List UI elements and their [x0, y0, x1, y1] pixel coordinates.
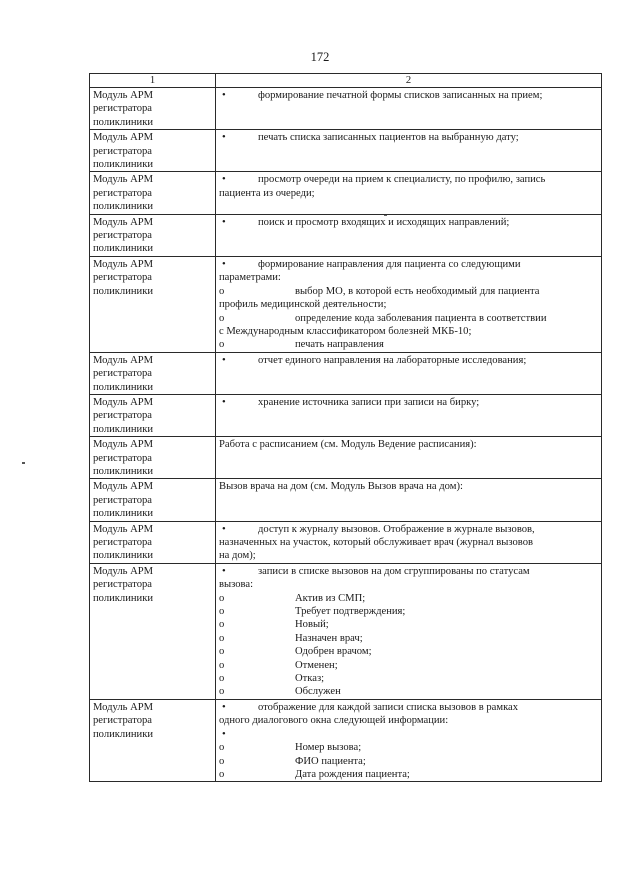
description-cell	[216, 214, 602, 256]
scan-speck	[22, 462, 25, 464]
list-item	[219, 258, 598, 271]
list-item-continuation: пациента из очереди;	[219, 187, 315, 199]
module-name-line: Модуль АРМ	[93, 132, 154, 144]
module-cell	[90, 437, 216, 479]
list-item-text: просмотр очереди на прием к специалисту, по профилю, запись	[258, 174, 546, 186]
description-cell	[216, 563, 602, 699]
bullet-marker: •	[222, 396, 226, 408]
list-item-text: выбор МО, в которой есть необходимый для пациента	[295, 285, 540, 297]
table-row	[90, 521, 602, 563]
module-name-line: регистратора	[93, 272, 152, 284]
list-item-text: Дата рождения пациента;	[295, 768, 410, 780]
module-name-line: поликлиники	[93, 381, 154, 393]
module-name-line: регистратора	[93, 410, 152, 422]
module-name-line: Модуль АРМ	[93, 90, 154, 101]
module-cell	[90, 130, 216, 172]
list-item-text: формирование печатной формы списков записанных на прием;	[258, 90, 543, 101]
module-cell	[90, 256, 216, 352]
module-name-line: поликлиники	[93, 201, 154, 213]
list-item	[219, 216, 598, 229]
list-item-text: печать направления	[295, 339, 384, 351]
module-name-line: регистратора	[93, 187, 152, 199]
list-item	[219, 618, 598, 631]
list-item-text: Одобрен врачом;	[295, 646, 372, 658]
list-item	[219, 565, 598, 578]
module-name-line: регистратора	[93, 230, 152, 242]
module-name-line: поликлиники	[93, 508, 154, 520]
list-item-text: записи в списке вызовов на дом сгруппированы по статусам	[258, 565, 530, 577]
list-item-text: доступ к журналу вызовов. Отображение в журнале вызовов,	[258, 523, 535, 535]
list-item	[219, 741, 598, 754]
module-name-line: регистратора	[93, 368, 152, 380]
list-item-text: Обслужен	[295, 686, 341, 698]
table-row	[90, 699, 602, 781]
bullet-marker: •	[222, 728, 226, 740]
module-cell	[90, 88, 216, 130]
description-cell	[216, 352, 602, 394]
module-name-line: поликлиники	[93, 285, 154, 297]
list-item-text: ФИО пациента;	[295, 755, 366, 767]
table-row	[90, 172, 602, 214]
list-item	[219, 173, 598, 186]
list-item	[219, 338, 598, 351]
list-item	[219, 592, 598, 605]
list-item	[219, 685, 598, 698]
list-item	[219, 131, 598, 144]
list-item-text: формирование направления для пациента со следующими	[258, 258, 521, 270]
list-item-text: Актив из СМП;	[295, 592, 366, 604]
list-item-continuation: профиль медицинской деятельности;	[219, 299, 387, 311]
list-item-continuation: одного диалогового окна следующей информации:	[219, 715, 449, 727]
bullet-marker: •	[222, 174, 226, 186]
list-item-text: поиск и просмотр входящих и исходящих направлений;	[258, 216, 510, 228]
module-cell	[90, 172, 216, 214]
module-name-line: Модуль АРМ	[93, 481, 154, 493]
table-row	[90, 437, 602, 479]
module-name-line: регистратора	[93, 145, 152, 157]
column-header-2: 2	[216, 74, 602, 88]
list-item-continuation: на дом);	[219, 550, 256, 562]
bullet-marker: •	[222, 565, 226, 577]
module-name-line: Модуль АРМ	[93, 174, 154, 186]
table-row	[90, 256, 602, 352]
sub-bullet-marker: o	[219, 673, 225, 685]
description-cell	[216, 437, 602, 479]
list-item-text: хранение источника записи при записи на бирку;	[258, 396, 480, 408]
sub-bullet-marker: o	[219, 755, 225, 767]
module-name-line: Модуль АРМ	[93, 396, 154, 408]
bullet-marker: •	[222, 90, 226, 101]
bullet-marker: •	[222, 354, 226, 366]
list-item	[219, 645, 598, 658]
module-cell	[90, 479, 216, 521]
bullet-marker: •	[222, 132, 226, 144]
module-cell	[90, 521, 216, 563]
list-item-text: Назначен врач;	[295, 632, 363, 644]
list-item-text: Отменен;	[295, 659, 338, 671]
list-item-continuation: назначенных на участок, который обслуживает врач (журнал вызовов	[219, 537, 534, 548]
description-cell	[216, 88, 602, 130]
description-cell	[216, 521, 602, 563]
sub-bullet-marker: o	[219, 768, 225, 780]
module-name-line: поликлиники	[93, 592, 154, 604]
module-name-line: Модуль АРМ	[93, 216, 154, 228]
table-row	[90, 130, 602, 172]
sub-bullet-marker: o	[219, 592, 225, 604]
module-name-line: поликлиники	[93, 423, 154, 435]
module-cell	[90, 214, 216, 256]
sub-bullet-marker: o	[219, 646, 225, 658]
list-item	[219, 605, 598, 618]
module-cell	[90, 563, 216, 699]
list-item	[219, 768, 598, 781]
description-cell	[216, 172, 602, 214]
table-row	[90, 394, 602, 436]
page-number: 172	[310, 50, 330, 64]
list-item	[219, 632, 598, 645]
list-item	[219, 672, 598, 685]
sub-bullet-marker: o	[219, 285, 225, 297]
module-name-line: поликлиники	[93, 243, 154, 255]
module-cell	[90, 699, 216, 781]
description-cell	[216, 256, 602, 352]
list-item	[219, 755, 598, 768]
table-row	[90, 88, 602, 130]
list-item	[219, 728, 598, 741]
module-name-line: поликлиники	[93, 465, 154, 477]
requirements-table	[89, 73, 602, 782]
table-row	[90, 214, 602, 256]
list-item	[219, 354, 598, 367]
bullet-marker: •	[222, 701, 226, 713]
description-cell	[216, 479, 602, 521]
module-name-line: Модуль АРМ	[93, 523, 154, 535]
list-item	[219, 312, 598, 325]
list-item	[219, 396, 598, 409]
module-name-line: регистратора	[93, 452, 152, 464]
module-name-line: поликлиники	[93, 550, 154, 562]
list-item	[219, 89, 598, 102]
description-cell	[216, 699, 602, 781]
sub-bullet-marker: o	[219, 312, 225, 324]
list-item-text: Требует подтверждения;	[295, 606, 406, 618]
module-name-line: Модуль АРМ	[93, 258, 154, 270]
module-name-line: регистратора	[93, 103, 152, 115]
sub-bullet-marker: o	[219, 606, 225, 618]
list-item-text: Новый;	[295, 619, 329, 631]
list-item	[219, 285, 598, 298]
description-text: Вызов врача на дом (см. Модуль Вызов врача на дом):	[219, 481, 463, 493]
module-name-line: регистратора	[93, 579, 152, 591]
sub-bullet-marker: o	[219, 619, 225, 631]
module-cell	[90, 352, 216, 394]
description-text: Работа с расписанием (см. Модуль Ведение расписания):	[219, 439, 477, 451]
table-row	[90, 563, 602, 699]
bullet-marker: •	[222, 523, 226, 535]
sub-bullet-marker: o	[219, 686, 225, 698]
table-header-row	[90, 74, 602, 88]
bullet-marker: •	[222, 216, 226, 228]
list-item	[219, 659, 598, 672]
module-name-line: регистратора	[93, 494, 152, 506]
module-cell	[90, 394, 216, 436]
module-name-line: Модуль АРМ	[93, 354, 154, 366]
sub-bullet-marker: o	[219, 659, 225, 671]
table-row	[90, 352, 602, 394]
list-item	[219, 701, 598, 714]
module-name-line: регистратора	[93, 537, 152, 548]
list-item-continuation: параметрами:	[219, 272, 281, 284]
module-name-line: Модуль АРМ	[93, 439, 154, 451]
description-cell	[216, 394, 602, 436]
module-name-line: регистратора	[93, 715, 152, 727]
sub-bullet-marker: o	[219, 632, 225, 644]
sub-bullet-marker: o	[219, 339, 225, 351]
description-cell	[216, 130, 602, 172]
module-name-line: поликлиники	[93, 116, 154, 128]
list-item-text: Отказ;	[295, 673, 325, 685]
list-item-text: отображение для каждой записи списка вызовов в рамках	[258, 701, 519, 713]
list-item	[219, 523, 598, 536]
list-item-continuation: с Международным классификатором болезней МКБ-10;	[219, 325, 472, 337]
sub-bullet-marker: o	[219, 742, 225, 754]
list-item-text: определение кода заболевания пациента в соответствии	[295, 312, 547, 324]
table-body	[90, 88, 602, 782]
list-item-text: печать списка записанных пациентов на выбранную дату;	[258, 132, 519, 144]
list-item-text: Номер вызова;	[295, 742, 362, 754]
module-name-line: Модуль АРМ	[93, 701, 154, 713]
list-item-continuation: вызова:	[219, 579, 254, 591]
module-name-line: поликлиники	[93, 728, 154, 740]
module-name-line: поликлиники	[93, 159, 154, 171]
table-row	[90, 479, 602, 521]
list-item-text: отчет единого направления на лабораторные исследования;	[258, 354, 527, 366]
column-header-1: 1	[90, 74, 216, 88]
bullet-marker: •	[222, 258, 226, 270]
module-name-line: Модуль АРМ	[93, 565, 154, 577]
